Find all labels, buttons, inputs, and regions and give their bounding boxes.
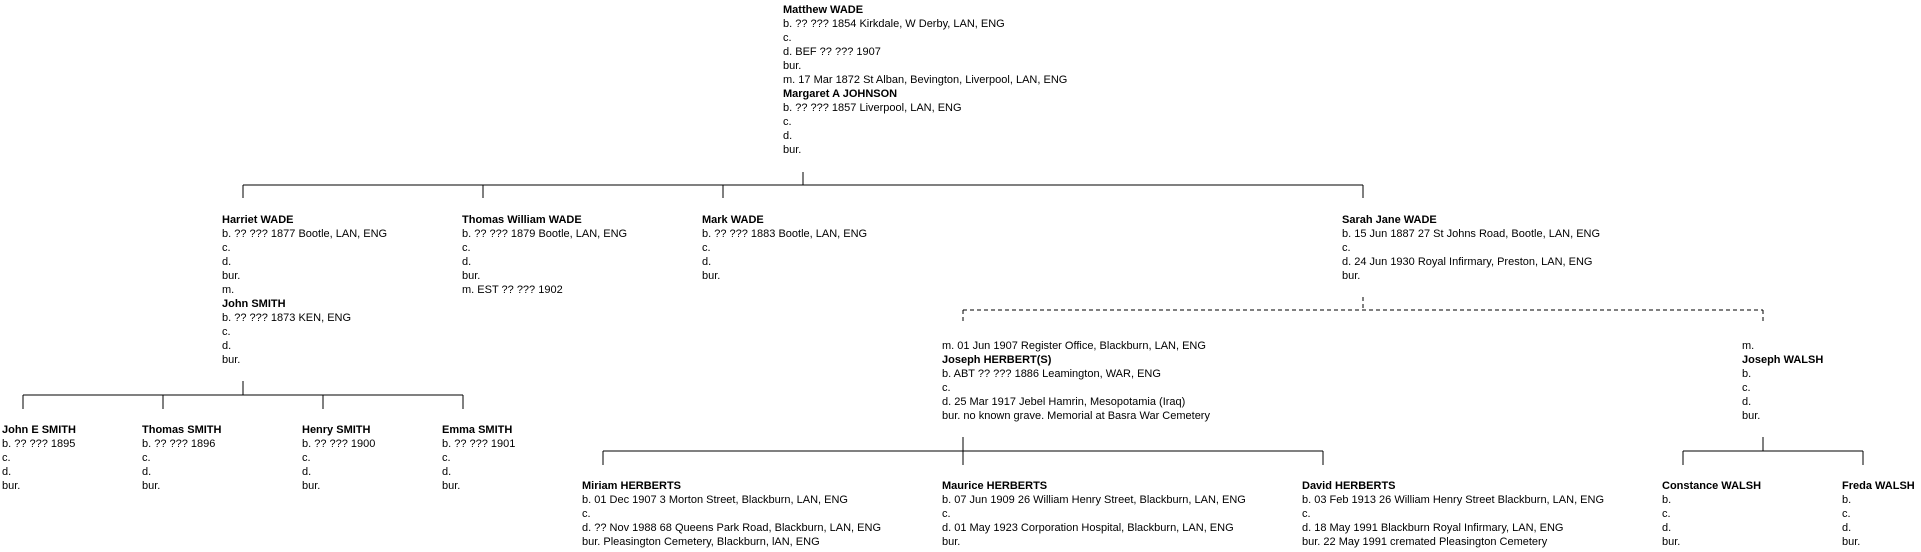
burial: bur. <box>462 270 481 282</box>
person-name: John E SMITH <box>2 424 76 436</box>
death: d. ?? Nov 1988 68 Queens Park Road, Blackburn, LAN, ENG <box>582 522 881 534</box>
person-henry-smith[interactable] <box>302 423 375 493</box>
burial: bur. <box>1662 536 1681 548</box>
person-name: Constance WALSH <box>1662 480 1762 492</box>
person-freda-walsh[interactable] <box>1842 479 1915 549</box>
person-mark-wade[interactable] <box>702 213 867 283</box>
birth: b. ?? ??? 1854 Kirkdale, W Derby, LAN, ENG <box>783 18 1005 30</box>
burial: bur. <box>142 480 161 492</box>
burial: bur. <box>302 480 321 492</box>
christening: c. <box>1662 508 1671 520</box>
death: d. <box>783 130 793 142</box>
birth: b. ?? ??? 1877 Bootle, LAN, ENG <box>222 228 388 240</box>
death: d. <box>2 466 12 478</box>
person-name: Sarah Jane WADE <box>1342 214 1437 226</box>
death: d. <box>142 466 152 478</box>
burial: bur. <box>222 270 241 282</box>
marriage: m. 01 Jun 1907 Register Office, Blackburn, LAN, ENG <box>942 340 1206 352</box>
christening: c. <box>582 508 591 520</box>
burial: bur. <box>442 480 461 492</box>
birth: b. ?? ??? 1901 <box>442 438 516 450</box>
burial: bur. <box>1842 536 1861 548</box>
birth: b. ?? ??? 1883 Bootle, LAN, ENG <box>702 228 868 240</box>
marriage: m. <box>1742 340 1755 352</box>
death: d. <box>1842 522 1852 534</box>
birth: b. 01 Dec 1907 3 Morton Street, Blackburn, LAN, ENG <box>582 494 848 506</box>
birth: b. 07 Jun 1909 26 William Henry Street, Blackburn, LAN, ENG <box>942 494 1246 506</box>
christening: c. <box>2 452 11 464</box>
person-john-smith[interactable] <box>222 297 351 367</box>
person-name: Emma SMITH <box>442 424 513 436</box>
christening: c. <box>783 32 792 44</box>
birth: b. <box>1742 368 1752 380</box>
birth: b. ?? ??? 1873 KEN, ENG <box>222 312 352 324</box>
person-name: Thomas William WADE <box>462 214 582 226</box>
death: d. <box>302 466 312 478</box>
death: d. <box>462 256 472 268</box>
person-name: Mark WADE <box>702 214 764 226</box>
christening: c. <box>783 116 792 128</box>
burial: bur. <box>222 354 241 366</box>
person-name: John SMITH <box>222 298 286 310</box>
death: d. <box>1662 522 1672 534</box>
christening: c. <box>942 508 951 520</box>
christening: c. <box>222 242 231 254</box>
person-name: Margaret A JOHNSON <box>783 88 898 100</box>
person-matthew-wade[interactable] <box>783 3 1067 87</box>
birth: b. <box>1662 494 1672 506</box>
christening: c. <box>442 452 451 464</box>
death: d. 25 Mar 1917 Jebel Hamrin, Mesopotamia (Iraq) <box>942 396 1186 408</box>
person-david-herberts[interactable] <box>1302 479 1604 549</box>
person-joseph-herberts[interactable] <box>942 339 1210 423</box>
birth: b. <box>1842 494 1852 506</box>
christening: c. <box>142 452 151 464</box>
person-name: Maurice HERBERTS <box>942 480 1048 492</box>
death: d. <box>222 256 232 268</box>
birth: b. ?? ??? 1895 <box>2 438 76 450</box>
person-miriam-herberts[interactable] <box>582 479 881 549</box>
death: d. BEF ?? ??? 1907 <box>783 46 881 58</box>
person-joseph-walsh[interactable] <box>1742 339 1823 423</box>
person-name: Matthew WADE <box>783 4 864 16</box>
burial: bur. <box>2 480 21 492</box>
death: d. 01 May 1923 Corporation Hospital, Blackburn, LAN, ENG <box>942 522 1234 534</box>
burial: bur. <box>1742 410 1761 422</box>
person-harriet-wade[interactable] <box>222 213 387 297</box>
birth: b. ?? ??? 1879 Bootle, LAN, ENG <box>462 228 628 240</box>
person-sarah-jane-wade[interactable] <box>1342 213 1600 283</box>
birth: b. ?? ??? 1896 <box>142 438 216 450</box>
death: d. 24 Jun 1930 Royal Infirmary, Preston, LAN, ENG <box>1342 256 1593 268</box>
person-name: Miriam HERBERTS <box>582 480 682 492</box>
person-name: Freda WALSH <box>1842 480 1915 492</box>
christening: c. <box>942 382 951 394</box>
birth: b. ?? ??? 1857 Liverpool, LAN, ENG <box>783 102 962 114</box>
person-name: Harriet WADE <box>222 214 294 226</box>
marriage: m. EST ?? ??? 1902 <box>462 284 563 296</box>
burial: bur. <box>783 60 802 72</box>
christening: c. <box>302 452 311 464</box>
death: d. <box>222 340 232 352</box>
death: d. <box>702 256 712 268</box>
marriage: m. 17 Mar 1872 St Alban, Bevington, Liverpool, LAN, ENG <box>783 74 1068 86</box>
christening: c. <box>462 242 471 254</box>
death: d. <box>442 466 452 478</box>
person-emma-smith[interactable] <box>442 423 515 493</box>
person-name: Henry SMITH <box>302 424 371 436</box>
birth: b. 03 Feb 1913 26 William Henry Street Blackburn, LAN, ENG <box>1302 494 1605 506</box>
christening: c. <box>1302 508 1311 520</box>
burial: bur. <box>783 144 802 156</box>
burial: bur. Pleasington Cemetery, Blackburn, lAN, ENG <box>582 536 820 548</box>
burial: bur. <box>942 536 961 548</box>
person-thomas-smith[interactable] <box>142 423 221 493</box>
birth: b. 15 Jun 1887 27 St Johns Road, Bootle, LAN, ENG <box>1342 228 1601 240</box>
person-constance-walsh[interactable] <box>1662 479 1761 549</box>
burial: bur. <box>702 270 721 282</box>
christening: c. <box>1742 382 1751 394</box>
death: d. 18 May 1991 Blackburn Royal Infirmary, LAN, ENG <box>1302 522 1564 534</box>
christening: c. <box>222 326 231 338</box>
person-john-e-smith[interactable] <box>2 423 76 493</box>
christening: c. <box>702 242 711 254</box>
birth: b. ?? ??? 1900 <box>302 438 376 450</box>
burial: bur. <box>1342 270 1361 282</box>
person-name: David HERBERTS <box>1302 480 1396 492</box>
christening: c. <box>1842 508 1851 520</box>
person-thomas-william-wade[interactable] <box>462 213 627 297</box>
person-name: Thomas SMITH <box>142 424 222 436</box>
birth: b. ABT ?? ??? 1886 Leamington, WAR, ENG <box>942 368 1161 380</box>
person-maurice-herberts[interactable] <box>942 479 1246 549</box>
death: d. <box>1742 396 1752 408</box>
person-margaret-johnson[interactable] <box>783 87 962 157</box>
person-name: Joseph WALSH <box>1742 354 1824 366</box>
burial: bur. no known grave. Memorial at Basra War Cemetery <box>942 410 1210 422</box>
person-name: Joseph HERBERT(S) <box>942 354 1052 366</box>
burial: bur. 22 May 1991 cremated Pleasington Cemetery <box>1302 536 1548 548</box>
christening: c. <box>1342 242 1351 254</box>
marriage: m. <box>222 284 235 296</box>
